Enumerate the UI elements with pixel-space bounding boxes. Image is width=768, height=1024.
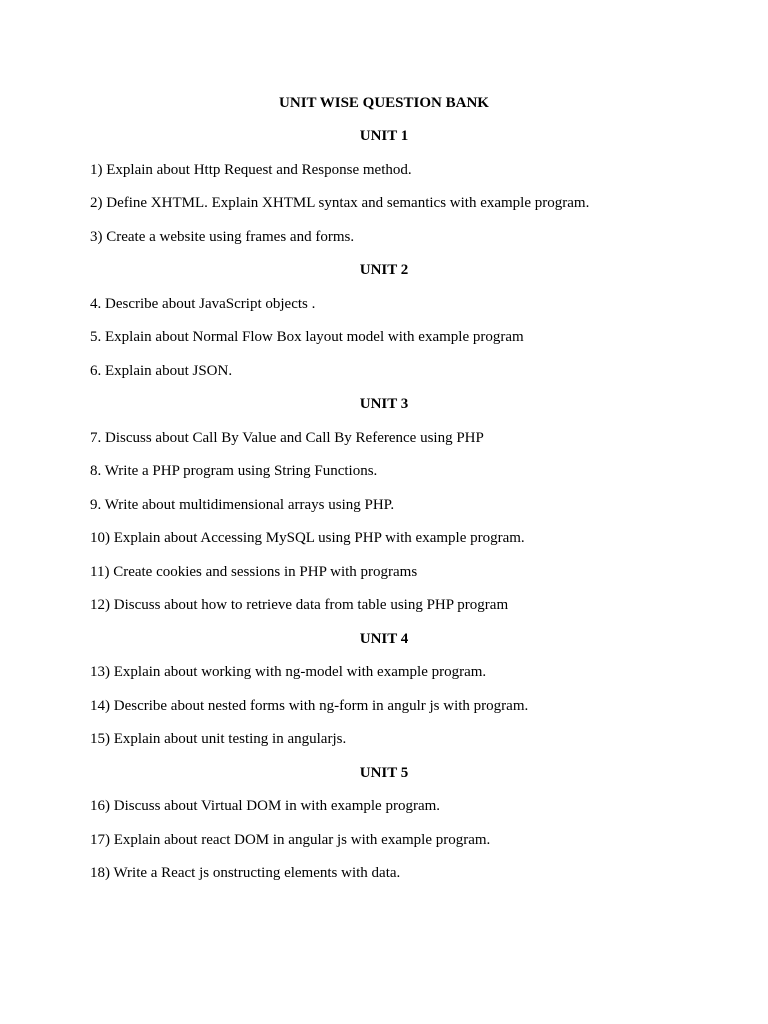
question-item: 11) Create cookies and sessions in PHP with programs	[90, 563, 418, 580]
page-title: UNIT WISE QUESTION BANK	[279, 95, 489, 111]
unit-heading: UNIT 5	[359, 764, 409, 781]
unit-heading: UNIT 2	[359, 262, 409, 278]
question-item: 5. Explain about Normal Flow Box layout model with example program	[90, 329, 524, 345]
unit-heading: UNIT 3	[359, 396, 409, 412]
question-item: 18) Write a React js onstructing elements with data.	[90, 865, 401, 881]
unit-heading: UNIT 4	[359, 630, 409, 647]
question-item: 8. Write a PHP program using String Functions.	[90, 463, 378, 479]
question-item: 9. Write about multidimensional arrays using PHP.	[90, 496, 395, 513]
question-item: 17) Explain about react DOM in angular js with example program.	[90, 831, 491, 848]
question-item: 14) Describe about nested forms with ng-form in angulr js with program.	[90, 697, 529, 714]
question-item: 12) Discuss about how to retrieve data from table using PHP program	[90, 597, 509, 613]
question-item: 13) Explain about working with ng-model with example program.	[90, 664, 487, 680]
question-item: 16) Discuss about Virtual DOM in with example program.	[90, 798, 441, 814]
question-item: 2) Define XHTML. Explain XHTML syntax and semantics with example program.	[90, 195, 590, 211]
unit-heading: UNIT 1	[359, 128, 409, 144]
question-item: 3) Create a website using frames and forms.	[90, 228, 355, 245]
question-item: 6. Explain about JSON.	[90, 362, 233, 379]
question-bank-body	[0, 126, 768, 897]
question-item: 4. Describe about JavaScript objects .	[90, 295, 316, 312]
question-item: 15) Explain about unit testing in angularjs.	[90, 731, 347, 747]
question-item: 7. Discuss about Call By Value and Call By Reference using PHP	[90, 429, 484, 446]
question-item: 10) Explain about Accessing MySQL using PHP with example program.	[90, 530, 525, 546]
question-item: 1) Explain about Http Request and Response method.	[90, 161, 412, 178]
